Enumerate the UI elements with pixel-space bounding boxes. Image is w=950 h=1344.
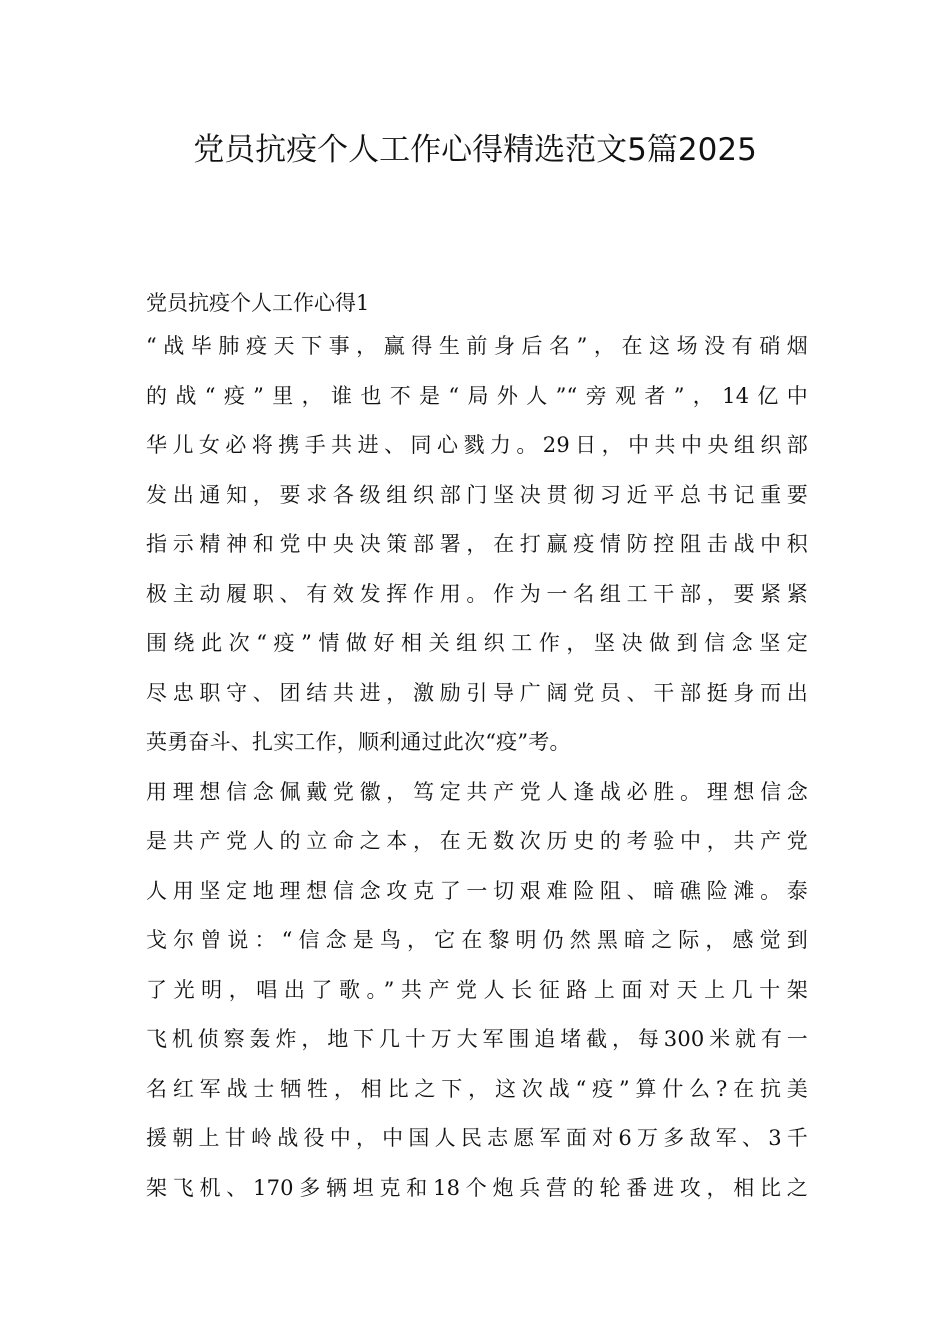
text-line: 的战“疫”里，谁也不是“局外人”“旁观者”，14亿中 [146,383,808,408]
text-line: 极主动履职、有效发挥作用。作为一名组工干部，要紧紧 [146,581,808,606]
text-line: 华儿女必将携手共进、同心戮力。29日，中共中央组织部 [146,433,808,457]
text-line: 围绕此次“疫”情做好相关组织工作，坚决做到信念坚定 [146,631,808,655]
text-line: “战毕肺疫天下事，赢得生前身后名”，在这场没有硝烟 [146,334,808,358]
paragraph-1 [146,322,808,768]
section-heading: 党员抗疫个人工作心得1 [146,291,370,315]
document-body [146,284,808,1213]
document-title: 党员抗疫个人工作心得精选范文5篇2025 [193,132,757,168]
paragraph-2 [146,768,808,1214]
text-line: 用理想信念佩戴党徽，笃定共产党人逢战必胜。理想信念 [146,779,808,804]
text-line: 飞机侦察轰炸，地下几十万大军围追堵截，每300米就有一 [146,1027,808,1051]
text-line: 援朝上甘岭战役中，中国人民志愿军面对6万多敌军、3千 [146,1126,808,1150]
text-line: 是共产党人的立命之本，在无数次历史的考验中，共产党 [146,829,808,853]
text-line: 了光明，唱出了歌。”共产党人长征路上面对天上几十架 [146,977,808,1002]
text-line: 指示精神和党中央决策部署，在打赢疫情防控阻击战中积 [146,532,808,556]
text-line: 英勇奋斗、扎实工作，顺利通过此次“疫”考。 [146,730,571,754]
text-line: 尽忠职守、团结共进，激励引导广阔党员、干部挺身而出 [146,680,808,705]
text-line: 戈尔曾说：“信念是鸟，它在黎明仍然黑暗之际，感觉到 [146,928,808,952]
text-line: 人用坚定地理想信念攻克了一切艰难险阻、暗礁险滩。泰 [146,878,808,903]
text-line: 名红军战士牺牲，相比之下，这次战“疫”算什么?在抗美 [146,1076,808,1101]
text-line: 发出通知，要求各级组织部门坚决贯彻习近平总书记重要 [146,482,808,507]
text-line: 架飞机、170多辆坦克和18个炮兵营的轮番进攻，相比之 [146,1175,808,1200]
